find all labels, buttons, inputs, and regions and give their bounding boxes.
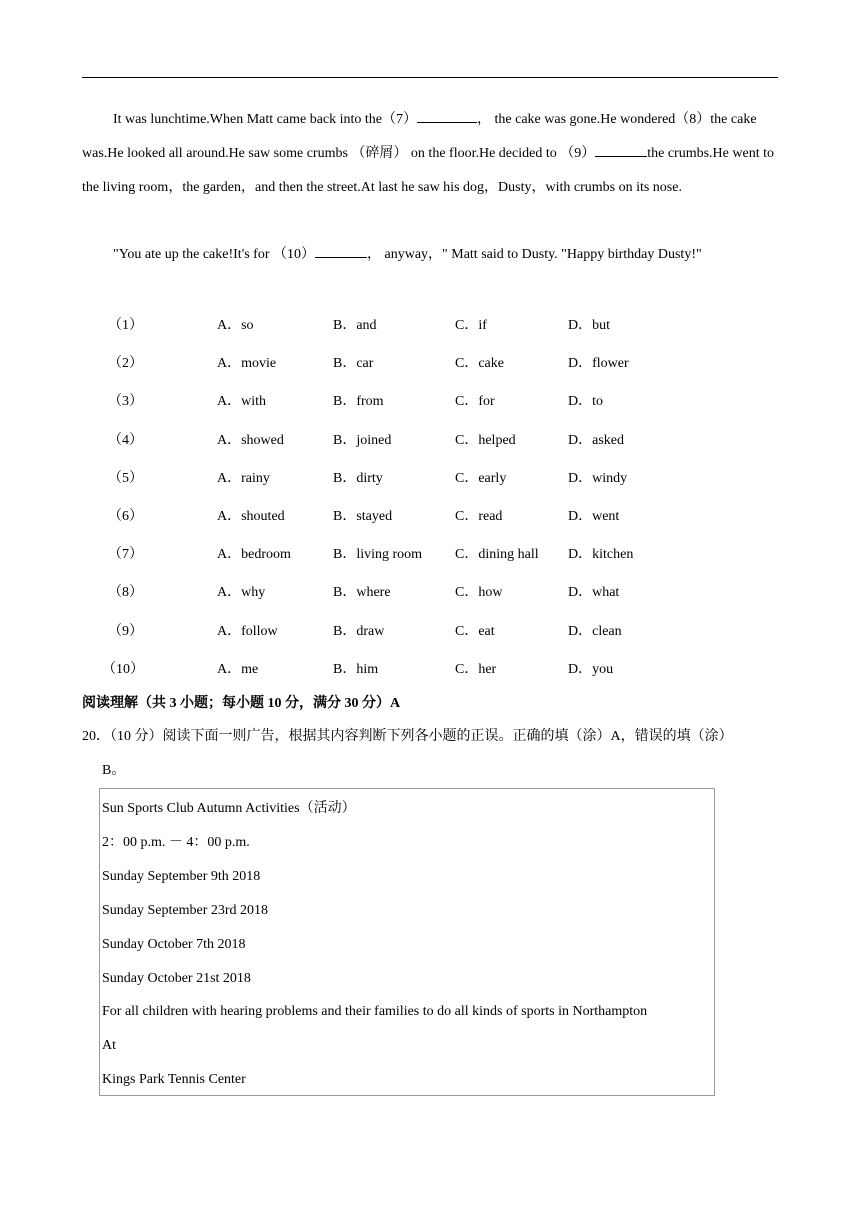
option-c[interactable]: C．early — [455, 470, 507, 486]
option-b[interactable]: B．draw — [333, 623, 385, 639]
option-d[interactable]: D．clean — [568, 623, 622, 639]
header-rule — [82, 77, 778, 78]
option-d[interactable]: D．kitchen — [568, 547, 634, 563]
question-number: （5） — [108, 470, 143, 486]
options-list — [82, 307, 782, 689]
passage-text: It was lunchtime.When Matt came back into the（7） — [113, 112, 418, 127]
option-a[interactable]: A．movie — [217, 356, 277, 372]
option-row — [82, 613, 782, 651]
option-d[interactable]: D．to — [568, 394, 603, 410]
option-d[interactable]: D．what — [568, 585, 620, 601]
option-row — [82, 345, 782, 383]
option-a[interactable]: A．why — [217, 585, 266, 601]
option-row — [82, 383, 782, 421]
option-d[interactable]: D．asked — [568, 432, 624, 448]
option-c[interactable]: C．cake — [455, 356, 504, 372]
question-number: （10） — [102, 661, 144, 677]
advertisement-box — [99, 788, 715, 1096]
option-row — [82, 422, 782, 460]
ad-title: Sun Sports Club Autumn Activities（活动） — [102, 801, 356, 816]
answer-blank-10[interactable] — [315, 241, 367, 258]
passage-text: the cake was.He looked all around.He saw some crumbs （碎屑） on the floor.He decided to （9） — [82, 112, 757, 161]
option-c[interactable]: C．her — [455, 661, 497, 677]
question-number: （2） — [108, 356, 143, 372]
option-d[interactable]: D．windy — [568, 470, 628, 486]
option-c[interactable]: C．if — [455, 318, 487, 333]
passage-text: ， anyway，" Matt said to Dusty. "Happy birthday Dusty!" — [367, 247, 702, 262]
question-20 — [82, 720, 782, 788]
option-b[interactable]: B．stayed — [333, 508, 393, 524]
option-d[interactable]: D．flower — [568, 356, 629, 372]
option-d[interactable]: D．you — [568, 661, 614, 677]
option-a[interactable]: A．follow — [217, 623, 278, 639]
ad-date: Sunday September 23rd 2018 — [102, 902, 269, 918]
option-b[interactable]: B．dirty — [333, 470, 383, 486]
option-a[interactable]: A．showed — [217, 432, 284, 448]
ad-at: At — [102, 1038, 116, 1054]
option-b[interactable]: B．from — [333, 394, 384, 410]
option-a[interactable]: A．shouted — [217, 508, 285, 524]
option-row — [82, 460, 782, 498]
question-number: （9） — [108, 623, 143, 639]
option-b[interactable]: B．and — [333, 318, 377, 333]
option-b[interactable]: B．joined — [333, 432, 392, 448]
option-row — [82, 574, 782, 612]
option-c[interactable]: C．read — [455, 508, 503, 524]
option-a[interactable]: A．me — [217, 661, 259, 677]
option-c[interactable]: C．helped — [455, 432, 516, 448]
option-a[interactable]: A．rainy — [217, 470, 270, 486]
option-b[interactable]: B．where — [333, 585, 391, 601]
question-number: （8） — [108, 585, 143, 601]
option-d[interactable]: D．but — [568, 318, 610, 333]
ad-date: Sunday October 21st 2018 — [102, 970, 251, 986]
option-a[interactable]: A．bedroom — [217, 547, 291, 563]
passage-paragraph-2 — [82, 238, 778, 272]
ad-date: Sunday October 7th 2018 — [102, 936, 246, 952]
ad-location: Kings Park Tennis Center — [102, 1072, 246, 1088]
passage-text: the crumbs.He went to the living room，the garden，and then the street.At last he saw his dog，Dusty，with crumbs on its nose. — [82, 146, 774, 195]
option-row — [82, 651, 782, 689]
option-c[interactable]: C．for — [455, 394, 495, 410]
option-c[interactable]: C．dining hall — [455, 547, 539, 563]
question-number: （6） — [108, 508, 143, 524]
option-a[interactable]: A．with — [217, 394, 266, 410]
ad-date: Sunday September 9th 2018 — [102, 868, 261, 884]
option-row — [82, 536, 782, 574]
question-number: （7） — [108, 547, 143, 563]
option-c[interactable]: C．how — [455, 585, 503, 601]
passage-text: "You ate up the cake!It's for （10） — [113, 247, 315, 262]
answer-blank-7[interactable] — [417, 106, 477, 123]
question-number: （4） — [108, 432, 143, 448]
section-title: 阅读理解（共 3 小题；每小题 10 分，满分 30 分）A — [82, 696, 401, 711]
option-d[interactable]: D．went — [568, 508, 620, 524]
ad-description: For all children with hearing problems and their families to do all kinds of sports in Northampton — [102, 1004, 648, 1020]
option-a[interactable]: A．so — [217, 318, 254, 333]
answer-blank-9[interactable] — [595, 140, 647, 157]
option-b[interactable]: B．car — [333, 356, 374, 372]
option-row — [82, 498, 782, 536]
passage-paragraph-1 — [82, 103, 778, 205]
question-number: （1） — [108, 318, 143, 333]
option-b[interactable]: B．living room — [333, 547, 423, 563]
option-b[interactable]: B．him — [333, 661, 379, 677]
option-row — [82, 307, 782, 345]
question-20-instruction: 20．（10 分）阅读下面一则广告，根据其内容判断下列各小题的正误。正确的填（涂）A，错误的填（涂） — [82, 729, 733, 744]
question-20-instruction-cont: B。 — [102, 763, 126, 778]
passage-text: ， the cake was gone.He wondered（8） — [477, 112, 711, 127]
ad-time: 2：00 p.m. － 4：00 p.m. — [102, 834, 250, 850]
option-c[interactable]: C．eat — [455, 623, 495, 639]
question-number: （3） — [108, 394, 143, 410]
